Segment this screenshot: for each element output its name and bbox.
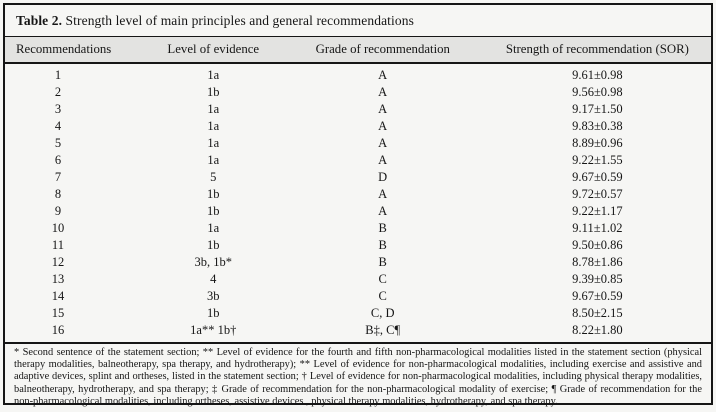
cell-sor: 9.72±0.57 bbox=[450, 186, 711, 203]
table-title bbox=[5, 5, 711, 37]
cell-sor: 8.78±1.86 bbox=[450, 254, 711, 271]
table-row bbox=[5, 63, 711, 84]
cell-sor: 9.56±0.98 bbox=[450, 84, 711, 101]
recommendations-table bbox=[5, 37, 711, 342]
cell-level: 1a bbox=[111, 63, 316, 84]
col-header-strength-of-recommendation: Strength of recommendation (SOR) bbox=[450, 37, 711, 63]
cell-sor: 9.50±0.86 bbox=[450, 237, 711, 254]
cell-level: 1a bbox=[111, 135, 316, 152]
table-row bbox=[5, 254, 711, 271]
cell-recommendation: 9 bbox=[5, 203, 111, 220]
cell-grade: C bbox=[316, 288, 450, 305]
cell-sor: 9.22±1.17 bbox=[450, 203, 711, 220]
cell-level: 1a bbox=[111, 101, 316, 118]
cell-level: 1b bbox=[111, 237, 316, 254]
cell-recommendation: 14 bbox=[5, 288, 111, 305]
cell-level: 1a bbox=[111, 220, 316, 237]
cell-grade: A bbox=[316, 152, 450, 169]
cell-level: 1b bbox=[111, 203, 316, 220]
cell-level: 3b, 1b* bbox=[111, 254, 316, 271]
cell-recommendation: 3 bbox=[5, 101, 111, 118]
cell-level: 1b bbox=[111, 305, 316, 322]
cell-recommendation: 1 bbox=[5, 63, 111, 84]
cell-grade: A bbox=[316, 203, 450, 220]
table-row bbox=[5, 322, 711, 342]
cell-recommendation: 10 bbox=[5, 220, 111, 237]
table-card bbox=[3, 3, 713, 405]
cell-grade: C, D bbox=[316, 305, 450, 322]
cell-grade: B bbox=[316, 220, 450, 237]
cell-level: 1a bbox=[111, 118, 316, 135]
cell-sor: 9.83±0.38 bbox=[450, 118, 711, 135]
cell-recommendation: 8 bbox=[5, 186, 111, 203]
table-row bbox=[5, 169, 711, 186]
cell-grade: B bbox=[316, 237, 450, 254]
col-header-level-of-evidence: Level of evidence bbox=[111, 37, 316, 63]
table-row bbox=[5, 118, 711, 135]
cell-grade: A bbox=[316, 118, 450, 135]
cell-grade: D bbox=[316, 169, 450, 186]
cell-level: 1a bbox=[111, 152, 316, 169]
cell-recommendation: 4 bbox=[5, 118, 111, 135]
cell-sor: 8.50±2.15 bbox=[450, 305, 711, 322]
table-row bbox=[5, 237, 711, 254]
cell-recommendation: 7 bbox=[5, 169, 111, 186]
table-row bbox=[5, 220, 711, 237]
cell-level: 4 bbox=[111, 271, 316, 288]
table-row bbox=[5, 203, 711, 220]
cell-recommendation: 13 bbox=[5, 271, 111, 288]
col-header-grade-of-recommendation: Grade of recommendation bbox=[316, 37, 450, 63]
col-header-recommendations: Recommendations bbox=[5, 37, 111, 63]
cell-sor: 8.22±1.80 bbox=[450, 322, 711, 342]
cell-sor: 9.17±1.50 bbox=[450, 101, 711, 118]
table-number-label: Table 2. bbox=[16, 13, 62, 28]
cell-recommendation: 16 bbox=[5, 322, 111, 342]
cell-grade: A bbox=[316, 135, 450, 152]
cell-recommendation: 15 bbox=[5, 305, 111, 322]
cell-sor: 9.22±1.55 bbox=[450, 152, 711, 169]
cell-grade: C bbox=[316, 271, 450, 288]
table-row bbox=[5, 152, 711, 169]
cell-recommendation: 12 bbox=[5, 254, 111, 271]
table-row bbox=[5, 305, 711, 322]
cell-level: 1b bbox=[111, 186, 316, 203]
table-row bbox=[5, 84, 711, 101]
table-caption: Strength level of main principles and general recommendations bbox=[62, 13, 414, 28]
cell-recommendation: 11 bbox=[5, 237, 111, 254]
cell-sor: 9.39±0.85 bbox=[450, 271, 711, 288]
table-body bbox=[5, 63, 711, 342]
cell-grade: B bbox=[316, 254, 450, 271]
table-row bbox=[5, 101, 711, 118]
header-row bbox=[5, 37, 711, 63]
cell-level: 1a** 1b† bbox=[111, 322, 316, 342]
cell-sor: 9.11±1.02 bbox=[450, 220, 711, 237]
cell-level: 1b bbox=[111, 84, 316, 101]
cell-sor: 9.67±0.59 bbox=[450, 288, 711, 305]
cell-sor: 9.61±0.98 bbox=[450, 63, 711, 84]
cell-grade: A bbox=[316, 186, 450, 203]
cell-level: 5 bbox=[111, 169, 316, 186]
table-row bbox=[5, 186, 711, 203]
cell-grade: A bbox=[316, 63, 450, 84]
table-row bbox=[5, 271, 711, 288]
cell-sor: 8.89±0.96 bbox=[450, 135, 711, 152]
table-row bbox=[5, 135, 711, 152]
cell-grade: A bbox=[316, 101, 450, 118]
table-row bbox=[5, 288, 711, 305]
cell-recommendation: 2 bbox=[5, 84, 111, 101]
cell-sor: 9.67±0.59 bbox=[450, 169, 711, 186]
cell-recommendation: 6 bbox=[5, 152, 111, 169]
cell-recommendation: 5 bbox=[5, 135, 111, 152]
cell-level: 3b bbox=[111, 288, 316, 305]
cell-grade: B‡, C¶ bbox=[316, 322, 450, 342]
footnote: * Second sentence of the statement section; ** Level of evidence for the fourth and fifth non-pharmacological modalities listed in the statement section (physical therapy modalities, balneotherapy, spa therapy, and hydrotherapy); ** Level of evidence for non-pharmacological modalities, including exercise and assistive and adaptive devices, splint and ortheses, listed in the statement section; † Level of evidence for non-pharmacological modalities, including physical therapy modalities, balneotherapy, hydrotherapy, and spa therapy; ‡ Grade of recommendation for the non-pharmacological modality of exercise; ¶ Grade of recommendation for the non-pharmacological modalities, including ortheses, assistive devices , physical therapy modalities, hydrotherapy, and spa therapy. bbox=[5, 342, 711, 412]
cell-grade: A bbox=[316, 84, 450, 101]
